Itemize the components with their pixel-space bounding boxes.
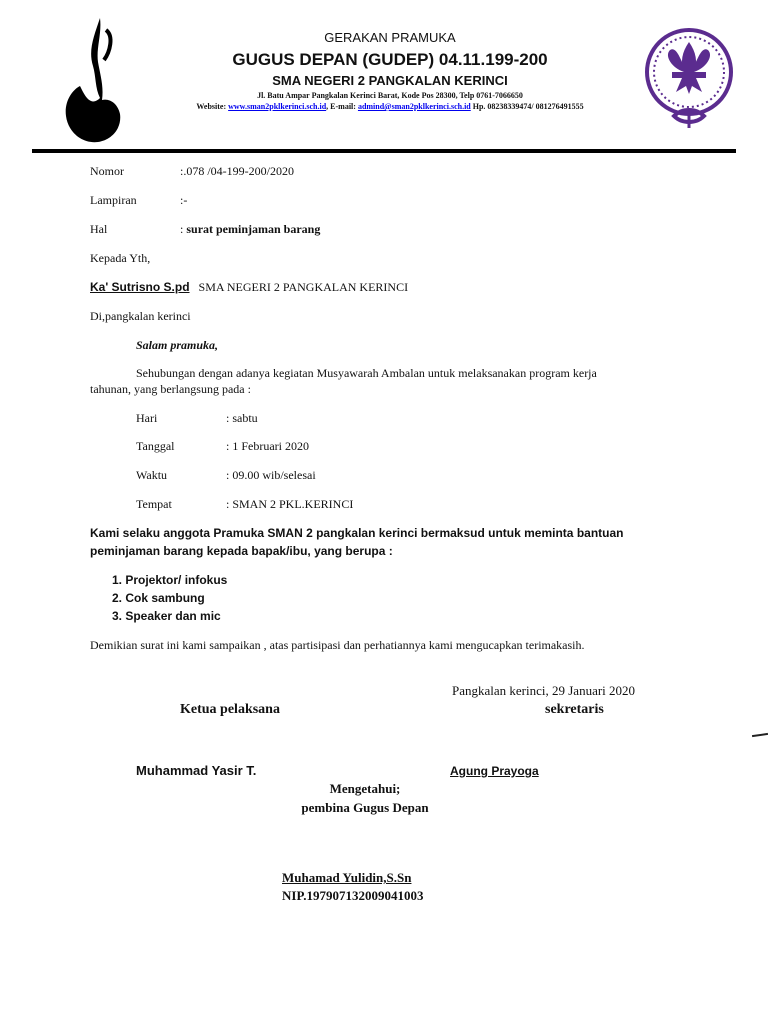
detail-label: Tanggal (136, 439, 175, 453)
detail-label: Tempat (136, 497, 172, 511)
intro-line-1: Sehubungan dengan adanya kegiatan Musyawarah Ambalan untuk melaksanakan program kerja (136, 366, 597, 380)
advisor-nip: NIP.197907132009041003 (282, 888, 424, 903)
left-signer-name: Muhammad Yasir T. (136, 763, 257, 778)
school-name: SMA NEGERI 2 PANGKALAN KERINCI (272, 73, 508, 88)
detail-value: : 1 Februari 2020 (226, 439, 309, 453)
recipient-line (90, 280, 408, 295)
tunas-kelapa-logo-icon (60, 16, 128, 146)
right-signer-name: Agung Prayoga (450, 764, 539, 778)
fleur-de-lis-logo-icon (642, 28, 736, 132)
detail-value: : sabtu (226, 411, 258, 425)
acknowledge-label: Mengetahui; (329, 781, 401, 796)
detail-label: Waktu (136, 468, 168, 482)
edge-mark (752, 733, 768, 737)
detail-label: Hari (136, 411, 158, 425)
list-item: 3. Speaker dan mic (112, 609, 221, 623)
nomor-label: Nomor (90, 164, 124, 178)
kepada-yth: Kepada Yth, (90, 251, 151, 265)
hal-value: surat peminjaman barang (186, 222, 321, 236)
right-signer-title: sekretaris (545, 702, 604, 717)
closing-text: Demikian surat ini kami sampaikan , atas partisipasi dan perhatiannya kami mengucapkan terimakasih. (90, 638, 585, 652)
advisor-title: pembina Gugus Depan (301, 800, 429, 815)
left-signer-title: Ketua pelaksana (180, 702, 280, 717)
hal-colon: : (180, 222, 187, 236)
request-line-2: peminjaman barang kepada bapak/ibu, yang berupa : (90, 544, 393, 558)
website-label: Website: (196, 102, 229, 111)
contact-line (120, 102, 660, 111)
lampiran-label: Lampiran (90, 193, 137, 207)
recipient-name: Ka' Sutrisno S.pd (90, 280, 190, 294)
hal-line (180, 222, 320, 237)
email-link[interactable]: admind@sman2pklkerinci.sch.id (357, 102, 471, 111)
intro-line-2: tahunan, yang berlangsung pada : (90, 382, 251, 396)
email-label: , E-mail: (326, 102, 358, 111)
header-divider (32, 149, 736, 153)
request-line-1: Kami selaku anggota Pramuka SMAN 2 pangkalan kerinci bermaksud untuk meminta bantuan (90, 526, 624, 540)
org-name: GERAKAN PRAMUKA (324, 30, 456, 45)
detail-value: : 09.00 wib/selesai (226, 468, 316, 482)
gudep-title: GUGUS DEPAN (GUDEP) 04.11.199-200 (232, 50, 548, 69)
advisor-name: Muhamad Yulidin,S.Sn (282, 870, 412, 885)
recipient-school: SMA NEGERI 2 PANGKALAN KERINCI (198, 280, 409, 294)
list-item: 2. Cok sambung (112, 591, 205, 605)
place-date: Pangkalan kerinci, 29 Januari 2020 (452, 683, 636, 698)
detail-value: : SMAN 2 PKL.KERINCI (226, 497, 354, 511)
website-link[interactable]: www.sman2pklkerinci.sch.id (228, 102, 327, 111)
item-list (112, 573, 227, 627)
hal-label: Hal (90, 222, 108, 236)
recipient-place: Di,pangkalan kerinci (90, 309, 191, 323)
nomor-value: :.078 /04-199-200/2020 (180, 164, 294, 178)
phone-number: Hp. 08238339474/ 081276491555 (470, 102, 584, 111)
greeting: Salam pramuka, (136, 338, 219, 352)
list-item: 1. Projektor/ infokus (112, 573, 228, 587)
school-address: Jl. Batu Ampar Pangkalan Kerinci Barat, Kode Pos 28300, Telp 0761-7066650 (257, 91, 523, 100)
lampiran-value: :- (180, 193, 188, 207)
